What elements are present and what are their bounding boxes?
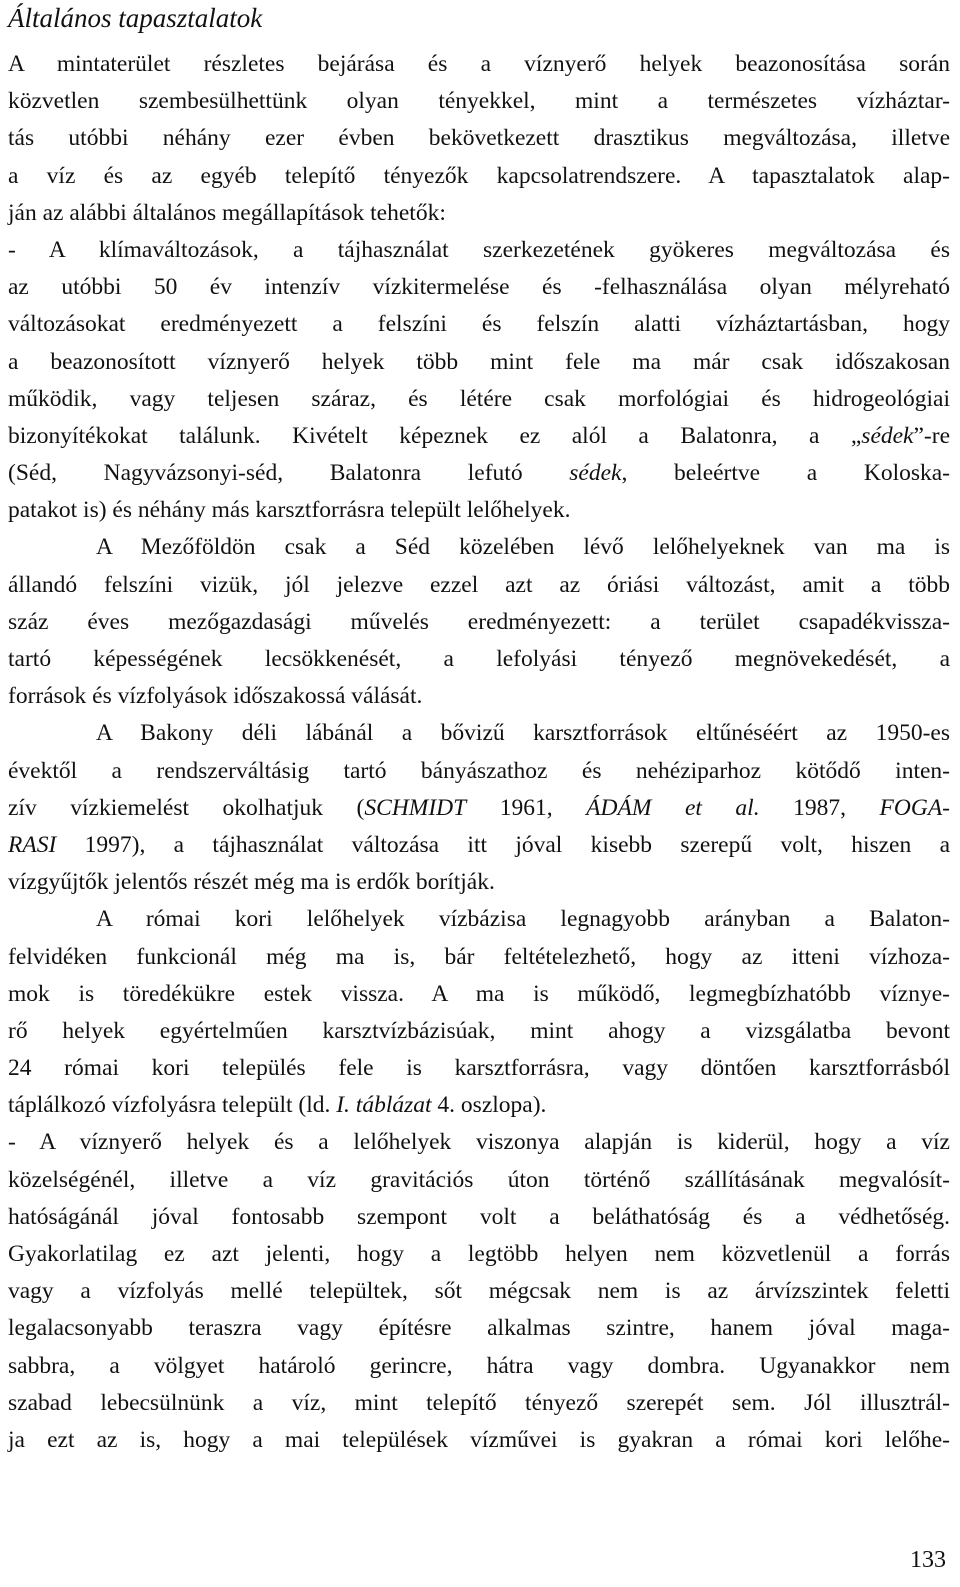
text-line: az utóbbi 50 év intenzív vízkitermelése és -felhasználása olyan mélyreható xyxy=(8,274,950,301)
text-line: A római kori lelőhelyek vízbázisa legnagyobb arányban a Balaton- xyxy=(96,906,950,933)
page-number: 133 xyxy=(910,1547,946,1573)
text-line: A mintaterület részletes bejárása és a víznyerő helyek beazonosítása során xyxy=(8,51,950,77)
text-line: zív vízkiemelést okolhatjuk (SCHMIDT 1961, ÁDÁM et al. 1987, FOGA- xyxy=(8,794,951,821)
text-line: évektől a rendszerváltásig tartó bányászathoz és nehéziparhoz kötődő inten- xyxy=(8,757,950,784)
text-line: közvetlen szembesülhettünk olyan tényekkel, mint a természetes vízháztar- xyxy=(8,88,950,115)
text-line: táplálkozó vízfolyásra települt (ld. I. táblázat 4. oszlopa). xyxy=(8,1092,547,1119)
text-line: száz éves mezőgazdasági művelés eredményezett: a terület csapadékvissza- xyxy=(8,608,950,635)
text-line: tartó képességének lecsökkenését, a lefolyási tényező megnövekedését, a xyxy=(8,646,950,672)
text-line: források és vízfolyások időszakossá válását. xyxy=(8,683,423,710)
text-line: legalacsonyabb teraszra vagy építésre alkalmas szintre, hanem jóval maga- xyxy=(8,1315,950,1342)
text-line: A Bakony déli lábánál a bővizű karsztforrások eltűnéséért az 1950-es xyxy=(96,720,950,747)
text-line: 24 római kori település fele is karsztforrásra, vagy döntően karsztforrásból xyxy=(8,1055,950,1082)
text-line: közelségénél, illetve a víz gravitációs úton történő szállításának megvalósít- xyxy=(8,1166,950,1193)
text-line: állandó felszíni vizük, jól jelezve ezzel azt az óriási változást, amit a több xyxy=(8,571,950,598)
text-line: RASI 1997), a tájhasználat változása itt jóval kisebb szerepű volt, hiszen a xyxy=(8,831,950,858)
text-line: a víz és az egyéb telepítő tényezők kapcsolatrendszere. A tapasztalatok alap- xyxy=(8,162,950,189)
text-line: a beazonosított víznyerő helyek több mint fele ma már csak időszakosan xyxy=(8,348,950,375)
text-line: ján az alábbi általános megállapítások tehetők: xyxy=(8,199,446,226)
text-line: bizonyítékokat találunk. Kivételt képeznek ez alól a Balatonra, a „sédek”-re xyxy=(8,422,950,449)
text-line: hatóságánál jóval fontosabb szempont volt a beláthatóság és a védhetőség. xyxy=(8,1203,950,1230)
text-line: (Séd, Nagyvázsonyi-séd, Balatonra lefutó sédek, beleértve a Koloska- xyxy=(8,460,951,487)
text-line: működik, vagy teljesen száraz, és létére csak morfológiai és hidrogeológiai xyxy=(8,385,950,412)
text-line: Gyakorlatilag ez azt jelenti, hogy a legtöbb helyen nem közvetlenül a forrás xyxy=(8,1241,950,1267)
text-line: mok is töredékükre estek vissza. A ma is működő, legmegbízhatóbb víznye- xyxy=(8,980,950,1007)
text-line: szabad lebecsülnünk a víz, mint telepítő tényező szerepét sem. Jól illusztrál- xyxy=(8,1389,950,1416)
text-line: változásokat eredményezett a felszíni és felszín alatti vízháztartásban, hogy xyxy=(8,311,950,338)
section-heading: Általános tapasztalatok xyxy=(8,3,263,33)
text-line: patakot is) és néhány más karsztforrásra települt lelőhelyek. xyxy=(8,497,571,524)
text-line: A Mezőföldön csak a Séd közelében lévő lelőhelyeknek van ma is xyxy=(96,534,950,561)
text-line: felvidéken funkcionál még ma is, bár feltételezhető, hogy az itteni vízhoza- xyxy=(8,943,950,970)
text-line: sabbra, a völgyet határoló gerincre, hátra vagy dombra. Ugyanakkor nem xyxy=(8,1352,950,1379)
text-line: tás utóbbi néhány ezer évben bekövetkezett drasztikus megváltozása, illetve xyxy=(8,125,950,152)
text-line: vízgyűjtők jelentős részét még ma is erdők borítják. xyxy=(8,869,495,896)
text-line: - A klímaváltozások, a tájhasználat szerkezetének gyökeres megváltozása és xyxy=(8,236,950,263)
text-line: ja ezt az is, hogy a mai települések vízművei is gyakran a római kori lelőhe- xyxy=(8,1426,950,1453)
body-text xyxy=(8,46,950,1459)
text-line: rő helyek egyértelműen karsztvízbázisúak, mint ahogy a vizsgálatba bevont xyxy=(8,1017,950,1044)
text-line: vagy a vízfolyás mellé települtek, sőt mégcsak nem is az árvízszintek feletti xyxy=(8,1278,950,1305)
text-line: - A víznyerő helyek és a lelőhelyek viszonya alapján is kiderül, hogy a víz xyxy=(8,1129,950,1156)
